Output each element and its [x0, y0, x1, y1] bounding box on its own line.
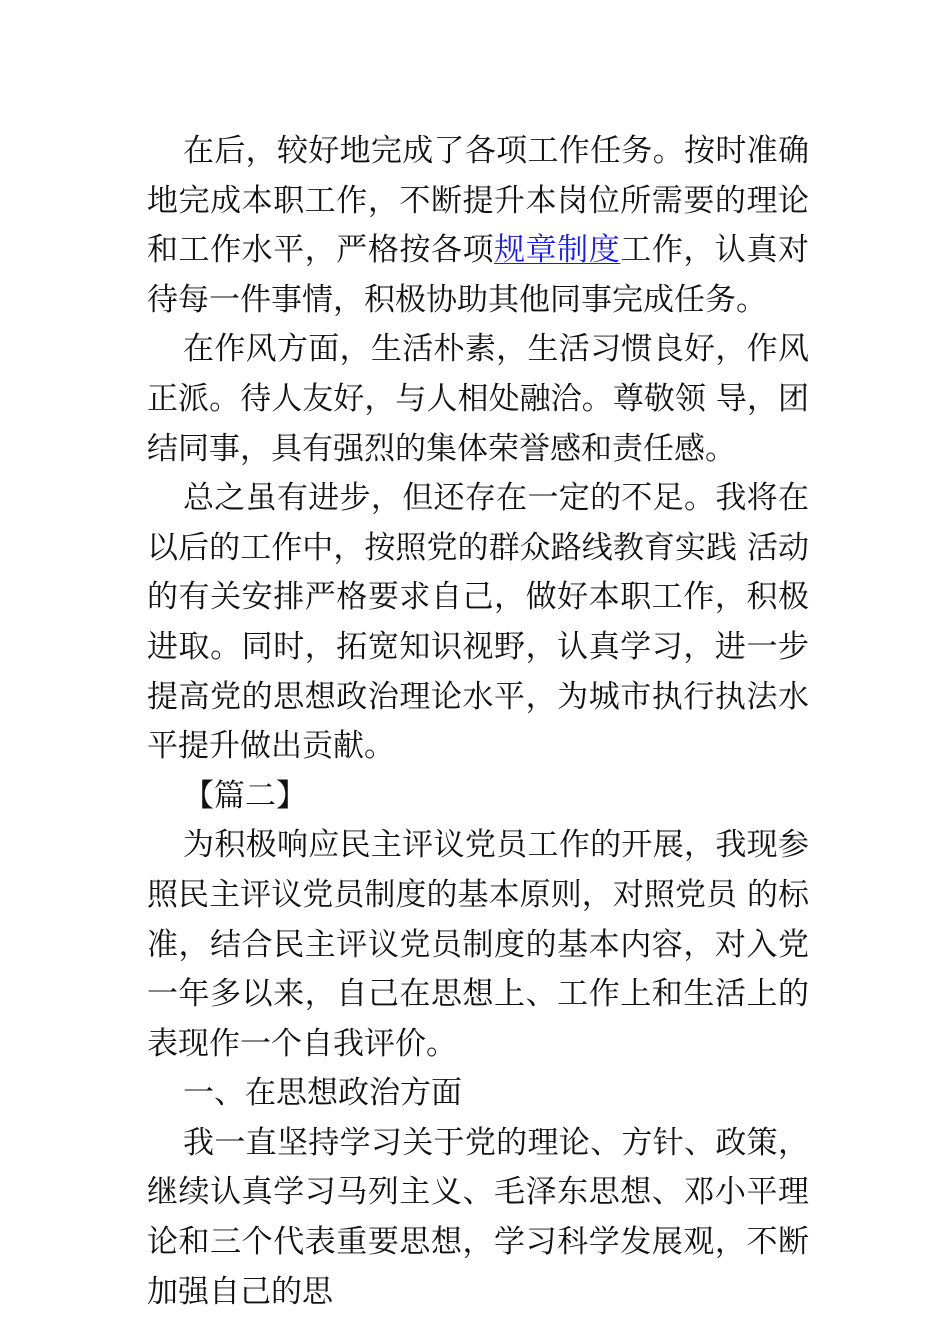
- paragraph-work-style: 在作风方面，生活朴素，生活习惯良好，作风正派。待人友好，与人相处融洽。尊敬领 导，团结同事，具有强烈的集体荣誉感和责任感。: [147, 331, 809, 467]
- section-marker: 【篇二】: [183, 777, 307, 814]
- subheading-political-thought: 一、在思想政治方面: [183, 1075, 462, 1112]
- paragraph-work-summary: [147, 127, 809, 325]
- paragraph-study: 我一直坚持学习关于党的理论、方针、政策，继续认真学习马列主义、毛泽东思想、邓小平理论和三个代表重要思想，学习科学发展观，不断加强自己的思: [147, 1124, 809, 1310]
- paragraph-text: 在后，较好地完成了各项工作任务。按时准确地完成本职工作，不断提升本岗位所需要的理论 和工作水平，严格按各项: [147, 133, 809, 269]
- paragraph-introduction: 为积极响应民主评议党员工作的开展，我现参照民主评议党员制度的基本原则，对照党员 的标准，结合民主评议党员制度的基本内容，对入党一年多以来，自己在思想上、工作上和生活上的表现作一个自我评价。: [147, 827, 809, 1062]
- regulations-link[interactable]: 规章制度: [494, 232, 621, 269]
- paragraph-text: 工作，认真对待每一件事情，积极协助其他同事完成任务。: [147, 232, 810, 318]
- document-body: [147, 127, 809, 1317]
- paragraph-conclusion: 总之虽有进步，但还存在一定的不足。我将在以后的工作中，按照党的群众路线教育实践 活动的有关安排严格要求自己，做好本职工作，积极进取。同时，拓宽知识视野，认真学习，进一步提高党的思想政治理论水平，为城市执行执法水平提升做出贡献。: [147, 480, 809, 765]
